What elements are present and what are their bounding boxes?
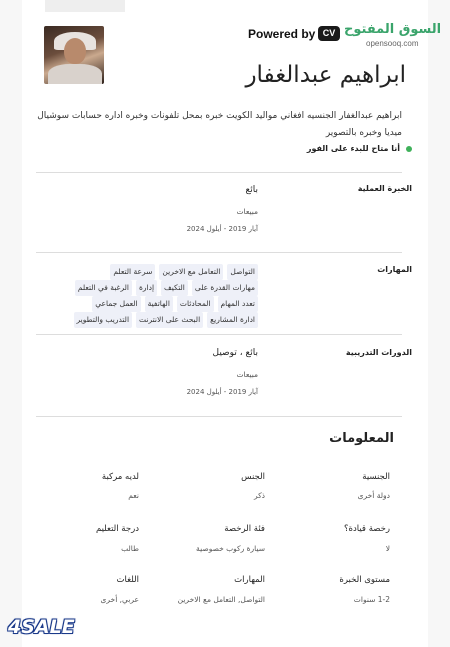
field-value-nationality: دولة أخرى <box>357 491 390 500</box>
field-value-vehicle: نعم <box>128 491 139 500</box>
field-label-license: رخصة قيادة؟ <box>344 524 390 534</box>
course-title: بائع ، توصيل <box>212 348 258 358</box>
top-strip <box>45 0 125 12</box>
opensooq-logo-en: opensooq.com <box>366 39 419 48</box>
skill-tag: مهارات القدرة على <box>192 280 258 296</box>
avatar-face <box>64 38 86 64</box>
course-category: مبيعات <box>236 370 258 379</box>
skill-tag: العمل جماعي <box>92 296 140 312</box>
divider <box>36 334 402 335</box>
availability-text: أنا متاح للبدء على الفور <box>306 144 400 153</box>
opensooq-logo-ar: السوق المفتوح <box>344 22 442 37</box>
skill-tag: المحادثات <box>177 296 214 312</box>
courses-section-title: الدورات التدريبية <box>345 348 412 357</box>
field-value-skills: التواصل, التعامل مع الاخرين <box>177 595 265 604</box>
skill-tag: التكيف <box>161 280 188 296</box>
powered-by-label: Powered by <box>248 27 316 41</box>
skill-tag: البحث على الانترنت <box>136 312 203 328</box>
skill-tag: سرعة التعلم <box>110 264 155 280</box>
availability-status <box>307 144 412 153</box>
candidate-name: ابراهيم عبدالغفار <box>245 62 406 88</box>
field-value-education: طالب <box>121 544 139 553</box>
course-dates: آيار 2019 - أيلول 2024 <box>186 388 258 396</box>
field-label-nationality: الجنسية <box>362 472 390 482</box>
field-label-vehicle: لديه مركبة <box>101 472 139 482</box>
field-value-license: لا <box>385 544 390 553</box>
field-label-license-class: فئة الرخصة <box>224 524 265 534</box>
skill-tag: الهاتفية <box>145 296 173 312</box>
field-value-experience-level: 1-2 سنوات <box>353 595 390 604</box>
experience-job-title: بائع <box>245 185 258 195</box>
field-label-skills: المهارات <box>234 575 265 585</box>
skill-tag: التعامل مع الاخرين <box>159 264 223 280</box>
avatar <box>44 26 104 84</box>
field-label-gender: الجنس <box>241 472 265 482</box>
skill-tag: الرغبة في التعلم <box>75 280 132 296</box>
avatar-shoulders <box>48 64 102 84</box>
skill-tag: ادارة المشاريع <box>207 312 258 328</box>
field-value-languages: عربي, أخرى <box>100 595 139 604</box>
skill-tag: إدارة <box>136 280 157 296</box>
experience-dates: آيار 2019 - أيلول 2024 <box>186 225 258 233</box>
field-label-experience-level: مستوى الخبرة <box>339 575 390 585</box>
info-section-title: المعلومات <box>329 431 394 446</box>
status-dot-icon <box>406 146 412 152</box>
skill-tag: التدريب والتطوير <box>74 312 133 328</box>
skill-tag: التواصل <box>227 264 258 280</box>
skills-section-title: المهارات <box>377 265 412 274</box>
4sale-watermark: 4SALE <box>8 616 75 638</box>
experience-category: مبيعات <box>236 207 258 216</box>
field-value-license-class: سيارة ركوب خصوصية <box>196 544 265 553</box>
skills-list <box>48 264 258 328</box>
field-label-education: درجة التعليم <box>95 524 139 534</box>
divider <box>36 172 402 173</box>
field-label-languages: اللغات <box>116 575 139 585</box>
cv-badge: CV <box>318 26 340 41</box>
divider <box>36 416 402 417</box>
skill-tag: تعدد المهام <box>218 296 258 312</box>
experience-section-title: الخبرة العملية <box>357 184 412 193</box>
divider <box>36 252 402 253</box>
field-value-gender: ذكر <box>253 491 265 500</box>
candidate-summary: ابراهيم عبدالغفار الجنسيه افغاني مواليد الكويت خبره بمحل تلفونات وخبره اداره حسابات سوشيال ميديا وخبره بالتصوير <box>37 111 402 138</box>
